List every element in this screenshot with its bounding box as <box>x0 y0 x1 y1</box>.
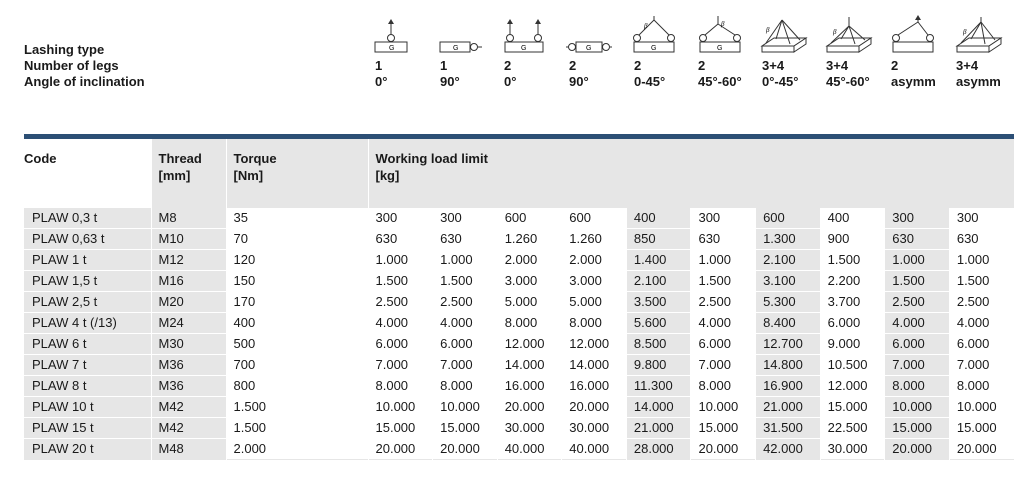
wll-cell: 2.500 <box>949 292 1014 313</box>
wll-cell: 8.000 <box>562 313 627 334</box>
code-cell: PLAW 0,3 t <box>24 208 151 229</box>
wll-cell: 4.000 <box>949 313 1014 334</box>
angle-value: 90° <box>569 74 589 89</box>
wll-cell: 10.000 <box>368 397 433 418</box>
svg-text:G: G <box>651 45 657 52</box>
wll-cell: 1.500 <box>820 250 885 271</box>
wll-cell: 7.000 <box>368 355 433 376</box>
code-cell: PLAW 15 t <box>24 418 151 439</box>
wll-cell: 42.000 <box>756 439 821 460</box>
wll-cell: 300 <box>949 208 1014 229</box>
thread-cell: M42 <box>151 397 226 418</box>
code-header: Code <box>24 139 151 208</box>
torque-cell: 150 <box>226 271 368 292</box>
wll-cell: 21.000 <box>756 397 821 418</box>
wll-cell: 12.000 <box>820 376 885 397</box>
wll-cell: 1.400 <box>626 250 691 271</box>
wll-cell: 14.000 <box>626 397 691 418</box>
wll-cell: 2.500 <box>433 292 498 313</box>
thread-cell: M36 <box>151 376 226 397</box>
svg-text:β: β <box>644 22 648 30</box>
wll-cell: 8.000 <box>691 376 756 397</box>
legs-value: 2 <box>634 58 642 73</box>
wll-cell: 8.500 <box>626 334 691 355</box>
two-leg-horizontal-icon <box>566 14 612 58</box>
wll-cell: 6.000 <box>368 334 433 355</box>
config-6 <box>698 58 742 90</box>
angle-value: asymm <box>891 74 936 89</box>
code-cell: PLAW 8 t <box>24 376 151 397</box>
wll-cell: 8.000 <box>497 313 562 334</box>
two-leg-asymmetric-icon <box>890 14 938 58</box>
two-leg-angled-0-45-icon <box>631 14 679 58</box>
torque-cell: 700 <box>226 355 368 376</box>
wll-cell: 630 <box>368 229 433 250</box>
wll-cell: 8.000 <box>949 376 1014 397</box>
wll-cell: 8.000 <box>433 376 498 397</box>
code-cell: PLAW 1 t <box>24 250 151 271</box>
wll-cell: 1.500 <box>691 271 756 292</box>
wll-cell: 3.000 <box>562 271 627 292</box>
single-leg-vertical-icon <box>372 14 412 58</box>
table-row <box>24 292 1014 313</box>
wll-cell: 6.000 <box>949 334 1014 355</box>
wll-cell: 5.000 <box>562 292 627 313</box>
wll-cell: 20.000 <box>433 439 498 460</box>
wll-cell: 30.000 <box>562 418 627 439</box>
wll-cell: 28.000 <box>626 439 691 460</box>
angle-value: 90° <box>440 74 460 89</box>
wll-cell: 4.000 <box>368 313 433 334</box>
wll-cell: 10.000 <box>433 397 498 418</box>
wll-cell: 30.000 <box>820 439 885 460</box>
config-labels <box>24 42 145 90</box>
wll-cell: 1.300 <box>756 229 821 250</box>
table-row <box>24 376 1014 397</box>
wll-cell: 16.000 <box>562 376 627 397</box>
code-cell: PLAW 0,63 t <box>24 229 151 250</box>
wll-cell: 8.000 <box>885 376 950 397</box>
wll-cell: 16.900 <box>756 376 821 397</box>
wll-cell: 10.000 <box>885 397 950 418</box>
two-leg-vertical-icon <box>502 14 548 58</box>
wll-cell: 12.000 <box>497 334 562 355</box>
angle-value: 0° <box>504 74 517 89</box>
wll-cell: 4.000 <box>433 313 498 334</box>
config-4 <box>569 58 589 90</box>
wll-cell: 630 <box>691 229 756 250</box>
table-row <box>24 355 1014 376</box>
table-row <box>24 250 1014 271</box>
wll-cell: 40.000 <box>562 439 627 460</box>
wll-cell: 850 <box>626 229 691 250</box>
thread-cell: M10 <box>151 229 226 250</box>
wll-cell: 15.000 <box>949 418 1014 439</box>
wll-cell: 300 <box>691 208 756 229</box>
torque-header: Torque [Nm] <box>226 139 368 208</box>
wll-cell: 12.000 <box>562 334 627 355</box>
wll-cell: 8.400 <box>756 313 821 334</box>
config-10 <box>956 58 1001 90</box>
wll-cell: 600 <box>497 208 562 229</box>
wll-cell: 20.000 <box>562 397 627 418</box>
wll-cell: 2.000 <box>562 250 627 271</box>
svg-text:G: G <box>586 45 592 52</box>
wll-cell: 1.260 <box>562 229 627 250</box>
wll-cell: 630 <box>433 229 498 250</box>
wll-cell: 4.000 <box>691 313 756 334</box>
wll-cell: 1.000 <box>885 250 950 271</box>
wll-cell: 7.000 <box>433 355 498 376</box>
wll-cell: 7.000 <box>949 355 1014 376</box>
wll-cell: 22.500 <box>820 418 885 439</box>
wll-cell: 2.100 <box>756 250 821 271</box>
table-row <box>24 313 1014 334</box>
config-5 <box>634 58 665 90</box>
two-leg-angled-45-60-icon <box>697 14 745 58</box>
thread-cell: M24 <box>151 313 226 334</box>
torque-cell: 35 <box>226 208 368 229</box>
wll-cell: 3.500 <box>626 292 691 313</box>
torque-cell: 2.000 <box>226 439 368 460</box>
wll-cell: 20.000 <box>497 397 562 418</box>
svg-text:β: β <box>833 28 837 36</box>
svg-text:G: G <box>389 45 395 52</box>
wll-cell: 20.000 <box>691 439 756 460</box>
code-cell: PLAW 7 t <box>24 355 151 376</box>
angle-value: 45°-60° <box>698 74 742 89</box>
wll-cell: 7.000 <box>691 355 756 376</box>
legs-value: 3+4 <box>826 58 849 73</box>
svg-text:G: G <box>717 45 723 52</box>
wll-cell: 5.000 <box>497 292 562 313</box>
config-3 <box>504 58 516 90</box>
thread-cell: M12 <box>151 250 226 271</box>
config-2 <box>440 58 460 90</box>
legs-value: 1 <box>375 58 383 73</box>
wll-cell: 6.000 <box>885 334 950 355</box>
torque-cell: 1.500 <box>226 418 368 439</box>
wll-cell: 5.300 <box>756 292 821 313</box>
table-row <box>24 439 1014 460</box>
wll-cell: 630 <box>885 229 950 250</box>
multi-leg-45-60-icon <box>825 14 873 58</box>
lashing-type-label: Lashing type <box>24 42 105 57</box>
angle-value: 0° <box>375 74 388 89</box>
wll-cell: 900 <box>820 229 885 250</box>
wll-cell: 4.000 <box>885 313 950 334</box>
angle-of-inclination-label: Angle of inclination <box>24 74 145 89</box>
wll-cell: 1.500 <box>885 271 950 292</box>
wll-cell: 1.260 <box>497 229 562 250</box>
wll-cell: 40.000 <box>497 439 562 460</box>
wll-cell: 15.000 <box>433 418 498 439</box>
wll-cell: 2.500 <box>885 292 950 313</box>
wll-cell: 2.500 <box>691 292 756 313</box>
code-cell: PLAW 2,5 t <box>24 292 151 313</box>
wll-cell: 1.500 <box>433 271 498 292</box>
svg-text:β: β <box>766 26 770 34</box>
thread-cell: M16 <box>151 271 226 292</box>
angle-value: 45°-60° <box>826 74 870 89</box>
wll-cell: 31.500 <box>756 418 821 439</box>
legs-value: 2 <box>698 58 706 73</box>
torque-cell: 70 <box>226 229 368 250</box>
wll-cell: 3.000 <box>497 271 562 292</box>
wll-cell: 400 <box>626 208 691 229</box>
wll-cell: 8.000 <box>368 376 433 397</box>
torque-cell: 120 <box>226 250 368 271</box>
wll-cell: 1.500 <box>949 271 1014 292</box>
wll-cell: 2.500 <box>368 292 433 313</box>
wll-cell: 6.000 <box>691 334 756 355</box>
wll-cell: 1.000 <box>691 250 756 271</box>
table-header-row <box>24 139 1014 208</box>
thread-header: Thread [mm] <box>151 139 226 208</box>
torque-cell: 1.500 <box>226 397 368 418</box>
thread-cell: M48 <box>151 439 226 460</box>
wll-cell: 15.000 <box>885 418 950 439</box>
wll-cell: 1.000 <box>433 250 498 271</box>
legs-value: 3+4 <box>762 58 785 73</box>
wll-cell: 10.000 <box>949 397 1014 418</box>
wll-cell: 300 <box>433 208 498 229</box>
wll-cell: 20.000 <box>949 439 1014 460</box>
legs-value: 2 <box>569 58 577 73</box>
svg-text:β: β <box>721 20 725 28</box>
wll-cell: 300 <box>368 208 433 229</box>
wll-cell: 600 <box>562 208 627 229</box>
angle-value: 0°-45° <box>762 74 799 89</box>
table-row <box>24 418 1014 439</box>
wll-cell: 6.000 <box>433 334 498 355</box>
wll-cell: 10.500 <box>820 355 885 376</box>
config-1 <box>375 58 387 90</box>
wll-cell: 11.300 <box>626 376 691 397</box>
code-cell: PLAW 6 t <box>24 334 151 355</box>
wll-cell: 9.000 <box>820 334 885 355</box>
wll-cell: 15.000 <box>691 418 756 439</box>
table-row <box>24 271 1014 292</box>
multi-leg-asymmetric-icon <box>955 14 1003 58</box>
table-row <box>24 208 1014 229</box>
angle-value: 0-45° <box>634 74 666 89</box>
code-cell: PLAW 10 t <box>24 397 151 418</box>
wll-cell: 1.000 <box>949 250 1014 271</box>
wll-cell: 15.000 <box>368 418 433 439</box>
svg-text:β: β <box>963 28 967 36</box>
wll-cell: 1.500 <box>368 271 433 292</box>
legs-value: 3+4 <box>956 58 979 73</box>
thread-cell: M8 <box>151 208 226 229</box>
thread-cell: M20 <box>151 292 226 313</box>
wll-cell: 300 <box>885 208 950 229</box>
multi-leg-0-45-icon <box>760 14 808 58</box>
wll-cell: 14.000 <box>562 355 627 376</box>
wll-cell: 21.000 <box>626 418 691 439</box>
code-cell: PLAW 1,5 t <box>24 271 151 292</box>
wll-cell: 20.000 <box>885 439 950 460</box>
torque-cell: 500 <box>226 334 368 355</box>
torque-cell: 170 <box>226 292 368 313</box>
legs-value: 1 <box>440 58 448 73</box>
thread-cell: M42 <box>151 418 226 439</box>
wll-cell: 2.200 <box>820 271 885 292</box>
wll-cell: 2.000 <box>497 250 562 271</box>
torque-cell: 800 <box>226 376 368 397</box>
angle-value: asymm <box>956 74 1001 89</box>
wll-cell: 16.000 <box>497 376 562 397</box>
wll-cell: 3.700 <box>820 292 885 313</box>
code-cell: PLAW 4 t (/13) <box>24 313 151 334</box>
config-7 <box>762 58 798 90</box>
config-9 <box>891 58 936 90</box>
thread-cell: M36 <box>151 355 226 376</box>
table-row <box>24 397 1014 418</box>
wll-cell: 600 <box>756 208 821 229</box>
working-load-limit-header: Working load limit [kg] <box>368 139 1014 208</box>
wll-cell: 6.000 <box>820 313 885 334</box>
wll-cell: 14.000 <box>497 355 562 376</box>
wll-cell: 30.000 <box>497 418 562 439</box>
torque-cell: 400 <box>226 313 368 334</box>
svg-text:G: G <box>453 45 459 52</box>
number-of-legs-label: Number of legs <box>24 58 119 73</box>
wll-cell: 15.000 <box>820 397 885 418</box>
wll-cell: 400 <box>820 208 885 229</box>
wll-cell: 5.600 <box>626 313 691 334</box>
wll-cell: 12.700 <box>756 334 821 355</box>
wll-cell: 1.000 <box>368 250 433 271</box>
table-row <box>24 229 1014 250</box>
svg-text:G: G <box>521 45 527 52</box>
config-8 <box>826 58 870 90</box>
legs-value: 2 <box>504 58 512 73</box>
legs-value: 2 <box>891 58 899 73</box>
wll-cell: 630 <box>949 229 1014 250</box>
thread-cell: M30 <box>151 334 226 355</box>
wll-cell: 2.100 <box>626 271 691 292</box>
wll-cell: 7.000 <box>885 355 950 376</box>
load-limit-table <box>24 139 1014 460</box>
wll-cell: 9.800 <box>626 355 691 376</box>
wll-cell: 14.800 <box>756 355 821 376</box>
wll-cell: 3.100 <box>756 271 821 292</box>
wll-cell: 20.000 <box>368 439 433 460</box>
code-cell: PLAW 20 t <box>24 439 151 460</box>
table-row <box>24 334 1014 355</box>
single-leg-horizontal-icon <box>437 14 483 58</box>
wll-cell: 10.000 <box>691 397 756 418</box>
